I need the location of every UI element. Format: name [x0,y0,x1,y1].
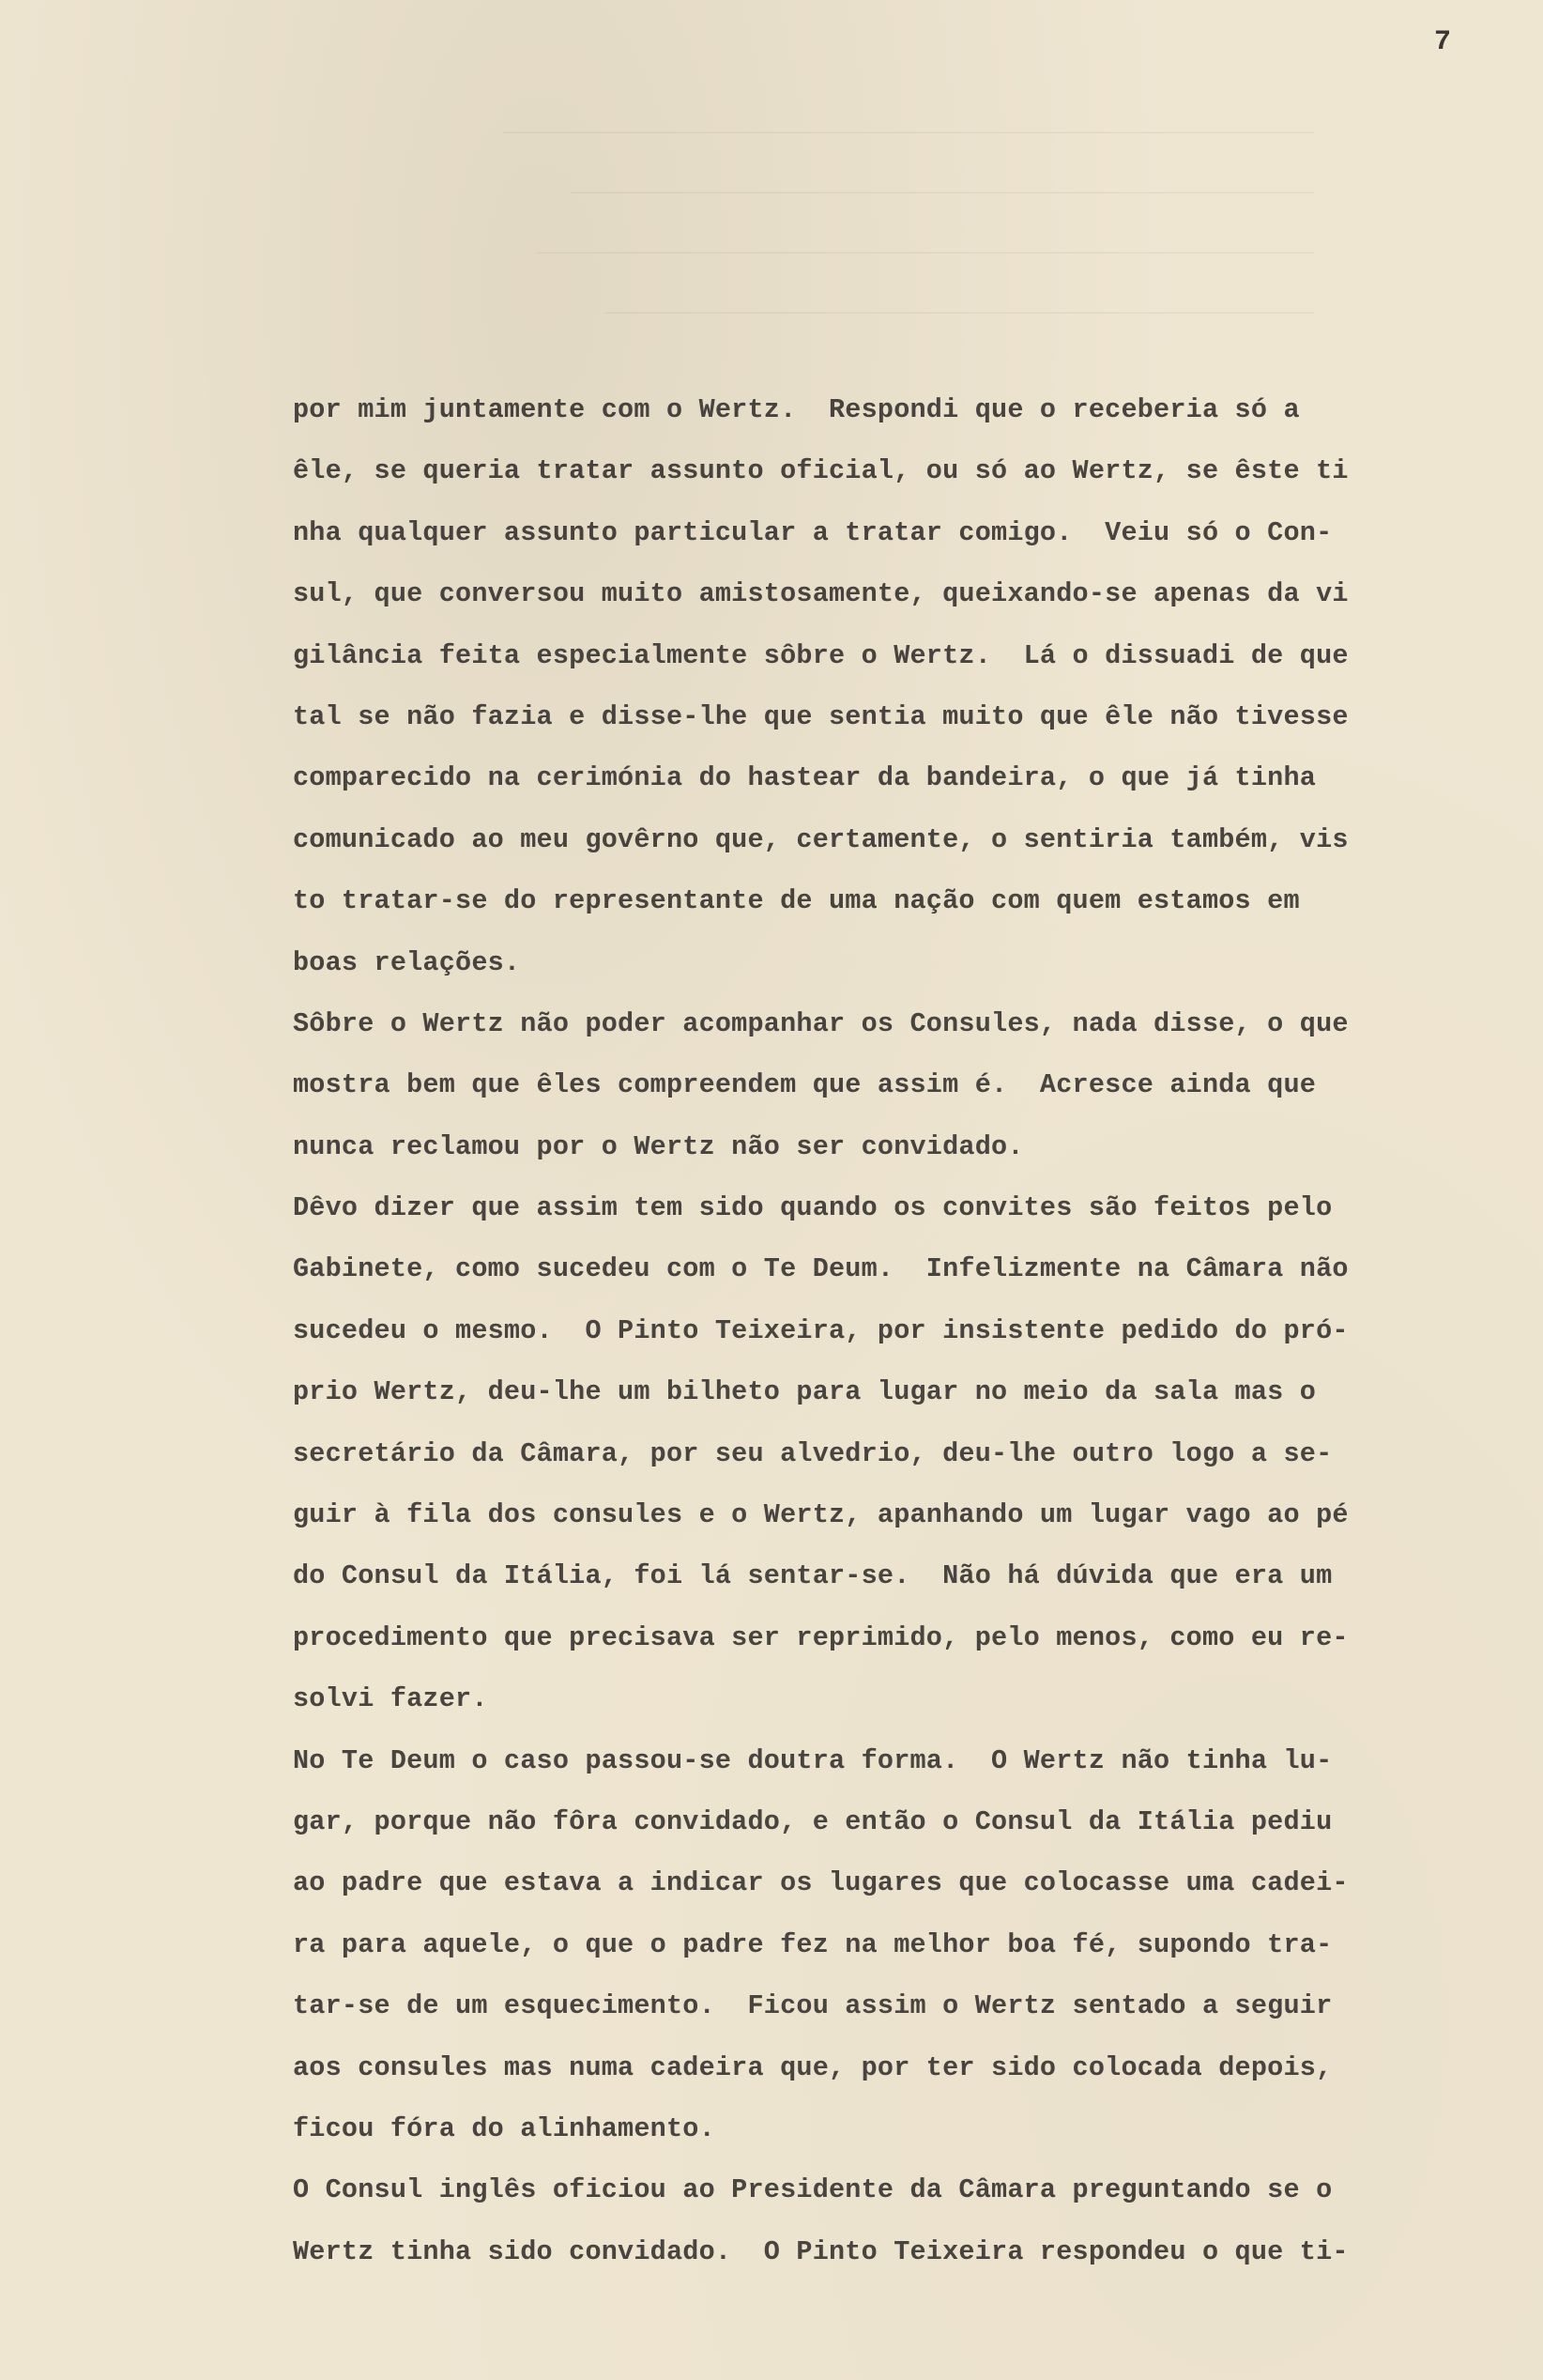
text-line: mostra bem que êles compreendem que assim é. Acresce ainda que [293,1069,1317,1101]
page-number: 7 [1434,26,1452,58]
text-line: sucedeu o mesmo. O Pinto Teixeira, por insistente pedido do pró- [293,1314,1349,1346]
text-line: Dêvo dizer que assim tem sido quando os convites são feitos pelo [293,1192,1333,1224]
text-line: secretário da Câmara, por seu alvedrio, deu-lhe outro logo a se- [293,1437,1333,1469]
text-line: Sôbre o Wertz não poder acompanhar os Consules, nada disse, o que [293,1007,1349,1039]
text-line: aos consules mas numa cadeira que, por ter sido colocada depois, [293,2051,1333,2083]
text-line: Gabinete, como sucedeu com o Te Deum. Infelizmente na Câmara não [293,1253,1349,1285]
text-line: Wertz tinha sido convidado. O Pinto Teixeira respondeu o que ti- [293,2235,1349,2267]
show-through-texture: ________________________________________________ ____________________________________________ ______________________________________________ __________________________________________ [502,108,1314,320]
text-line: procedimento que precisava ser reprimido, pelo menos, como eu re- [293,1621,1349,1653]
text-line: solvi fazer. [293,1683,488,1715]
text-line: gar, porque não fôra convidado, e então o Consul da Itália pediu [293,1805,1333,1837]
text-line: tal se não fazia e disse-lhe que sentia muito que êle não tivesse [293,700,1349,732]
text-line: No Te Deum o caso passou-se doutra forma. O Wertz não tinha lu- [293,1744,1333,1776]
text-line: nunca reclamou por o Wertz não ser convidado. [293,1130,1024,1162]
text-line: por mim juntamente com o Wertz. Respondi que o receberia só a [293,394,1300,425]
text-line: guir à fila dos consules e o Wertz, apanhando um lugar vago ao pé [293,1499,1349,1531]
text-line: comparecido na cerimónia do hastear da bandeira, o que já tinha [293,762,1317,794]
letter-body [293,379,1522,2282]
text-line: tar-se de um esquecimento. Ficou assim o Wertz sentado a seguir [293,1990,1333,2022]
text-line: gilância feita especialmente sôbre o Wertz. Lá o dissuadi de que [293,639,1349,671]
text-line: to tratar-se do representante de uma nação com quem estamos em [293,885,1300,917]
text-line: nha qualquer assunto particular a tratar comigo. Veiu só o Con- [293,516,1333,548]
text-line: ra para aquele, o que o padre fez na melhor boa fé, supondo tra- [293,1928,1333,1960]
text-line: O Consul inglês oficiou ao Presidente da Câmara preguntando se o [293,2174,1333,2206]
text-line: ao padre que estava a indicar os lugares que colocasse uma cadei- [293,1867,1349,1899]
text-line: sul, que conversou muito amistosamente, queixando-se apenas da vi [293,578,1349,610]
text-line: êle, se queria tratar assunto oficial, ou só ao Wertz, se êste ti [293,455,1349,487]
text-line: ficou fóra do alinhamento. [293,2112,715,2144]
text-line: boas relações. [293,946,521,978]
text-line: comunicado ao meu govêrno que, certamente, o sentiria também, vis [293,823,1349,855]
text-line: do Consul da Itália, foi lá sentar-se. Não há dúvida que era um [293,1560,1333,1592]
text-line: prio Wertz, deu-lhe um bilheto para lugar no meio da sala mas o [293,1376,1317,1408]
